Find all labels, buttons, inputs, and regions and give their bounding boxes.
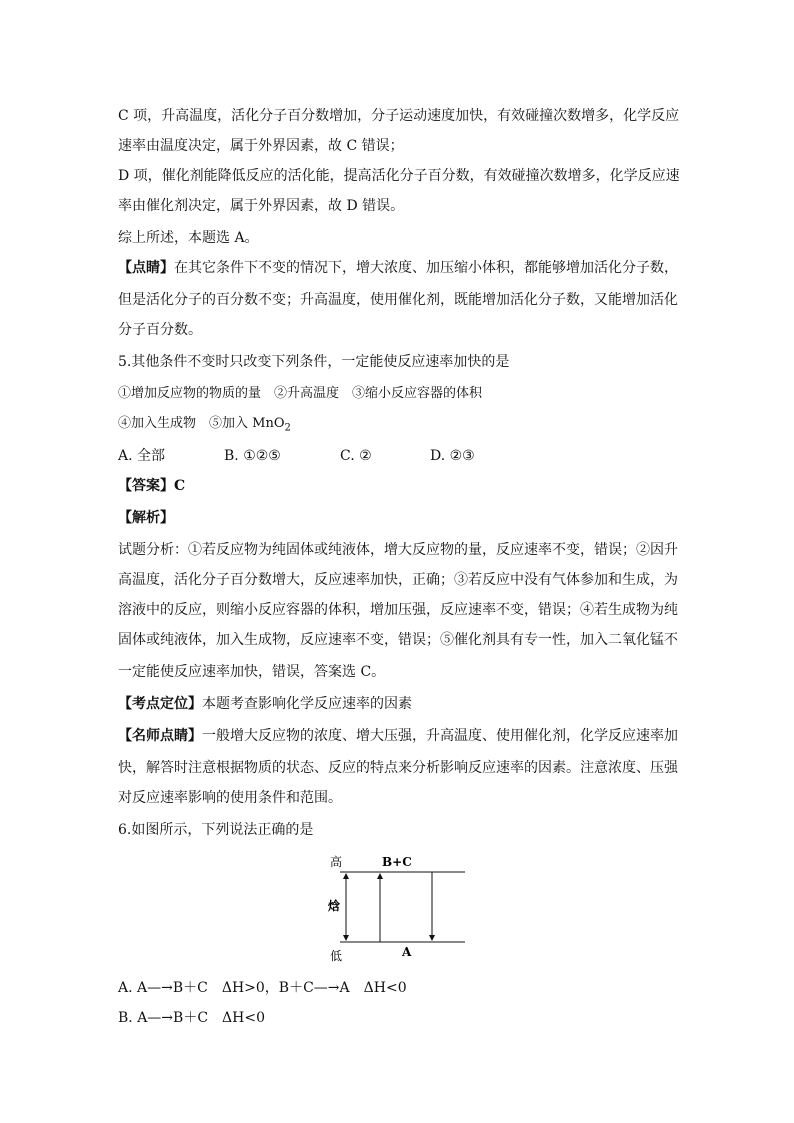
text-line: 分子百分数。 [118, 322, 202, 338]
enthalpy-diagram [320, 848, 490, 968]
kaodian-line [118, 694, 678, 714]
question-6-option-b: B. A—→B＋C ΔH<0 [118, 1010, 265, 1026]
subscript: 2 [284, 422, 291, 434]
question-5-stem: 5.其他条件不变时只改变下列条件，一定能使反应速率加快的是 [118, 354, 510, 370]
text-line: 速率由温度决定，属于外界因素，故 C 错误； [118, 138, 404, 154]
text-line: 一定能使反应速率加快，错误，答案选 C。 [118, 664, 386, 680]
label-enthalpy: 焓 [328, 899, 341, 913]
text-line: 但是活化分子的百分数不变；升高温度，使用催化剂，既能增加活化分子数，又能增加活化 [118, 292, 678, 308]
summary-line: 综上所述，本题选 A。 [118, 230, 259, 246]
option-d: D. ②③ [430, 448, 475, 464]
text-line: 快，解答时注意根据物质的状态、反应的特点来分析影响反应速率的因素。注意浓度、压强 [118, 760, 678, 776]
dianjing-label: 【点睛】 [118, 260, 174, 276]
option-a: A. 全部 [118, 448, 166, 464]
answer-line [118, 476, 678, 496]
question-5-conditions: ①增加反应物的物质的量 ②升高温度 ③缩小反应容器的体积 [118, 386, 483, 401]
text-line: 高温度，活化分子百分数增大，反应速率加快，正确；③若反应中没有气体参加和生成，为 [118, 572, 678, 588]
text-line: 溶液中的反应，则缩小反应容器的体积，增加压强，反应速率不变，错误；④若生成物为纯 [118, 602, 678, 618]
kaodian-text: 本题考查影响化学反应速率的因素 [202, 696, 412, 712]
option-c: C. ② [340, 448, 372, 464]
mingshi-line [118, 726, 678, 746]
text-line: 试题分析：①若反应物为纯固体或纯液体，增大反应物的量，反应速率不变，错误；②因升 [118, 542, 678, 558]
text-line: D 项，催化剂能降低反应的活化能，提高活化分子百分数，有效碰撞次数增多，化学反应速 [118, 168, 680, 184]
question-6-option-a: A. A—→B＋C ΔH>0，B＋C—→A ΔH<0 [118, 980, 407, 996]
dianjing-text: 在其它条件下不变的情况下，增大浓度、加压缩小体积，都能够增加活化分子数， [174, 260, 678, 276]
text-line: 率由催化剂决定，属于外界因素，故 D 错误。 [118, 198, 405, 214]
dianjing-line [118, 258, 678, 278]
label-high: 高 [330, 855, 343, 869]
text-line: C 项，升高温度，活化分子百分数增加，分子运动速度加快，有效碰撞次数增多，化学反应 [118, 108, 680, 124]
text-line: 固体或纯液体，加入生成物，反应速率不变，错误；⑤催化剂具有专一性，加入二氧化锰不 [118, 632, 678, 648]
analysis-label: 【解析】 [118, 510, 174, 526]
label-bottom-state: A [402, 945, 412, 959]
label-top-state: B+C [382, 855, 412, 869]
text-line: 对反应速率影响的使用条件和范围。 [118, 790, 342, 806]
conditions-text: ④加入生成物 ⑤加入 MnO [118, 416, 285, 431]
label-low: 低 [330, 949, 343, 963]
mingshi-label: 【名师点睛】 [118, 728, 202, 744]
question-6-stem: 6.如图所示，下列说法正确的是 [118, 822, 314, 838]
question-5-conditions [118, 414, 678, 434]
mingshi-text: 一般增大反应物的浓度、增大压强，升高温度、使用催化剂，化学反应速率加 [202, 728, 678, 744]
option-b: B. ①②⑤ [224, 448, 281, 464]
analysis-label-line [118, 508, 678, 528]
kaodian-label: 【考点定位】 [118, 696, 202, 712]
answer-text: 【答案】C [118, 478, 186, 494]
